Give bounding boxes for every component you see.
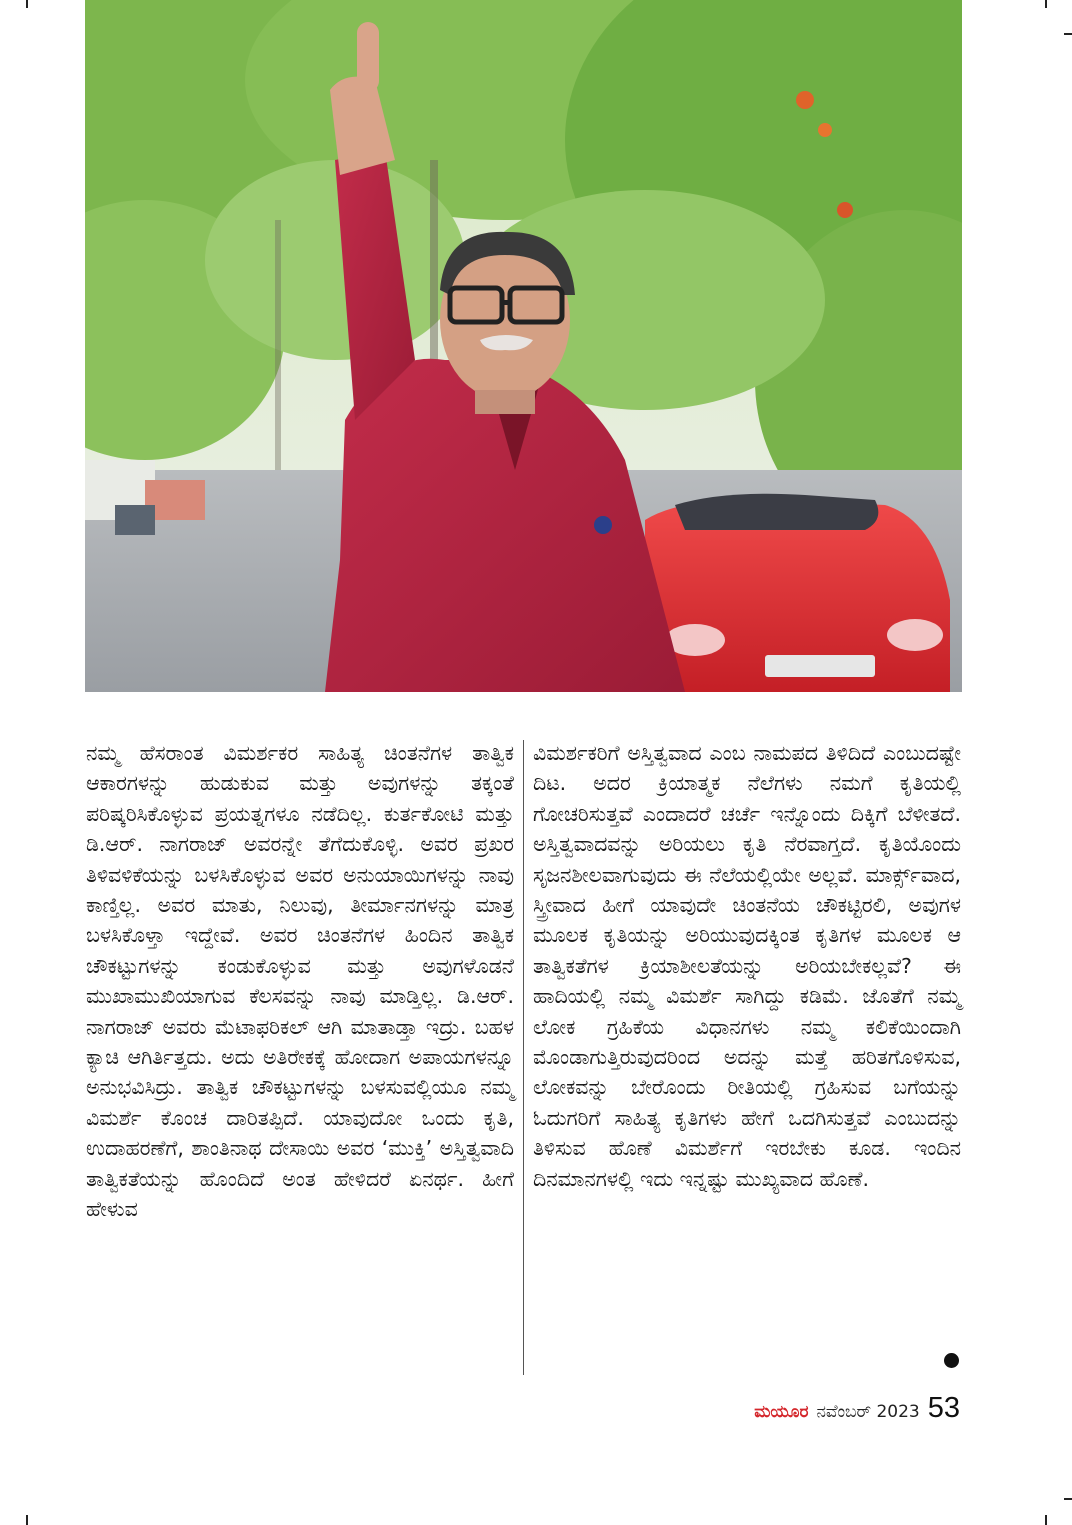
crop-mark-bottom-right [1045, 1515, 1047, 1525]
crop-mark-bottom-left [26, 1515, 28, 1525]
crop-mark-right-upper [1064, 33, 1072, 35]
crop-mark-top-left [26, 0, 28, 8]
crop-mark-top-right [1045, 0, 1047, 8]
photo-illustration [85, 0, 962, 692]
article-column-right: ವಿಮರ್ಶಕರಿಗೆ ಅಸ್ತಿತ್ವವಾದ ಎಂಬ ನಾಮಪದ ತಿಳಿದಿದೆ ಎಂಬುದಷ್ಟೇ ದಿಟ. ಅದರ ಕ್ರಿಯಾತ್ಮಕ ನೆಲೆಗಳು ನಮಗೆ ಕೃತಿಯಲ್ಲಿ ಗೋಚರಿಸುತ್ತವೆ ಎಂದಾದರೆ ಚರ್ಚೆ ಇನ್ನೊಂದು ದಿಕ್ಕಿಗೆ ಬೆಳೀತದೆ. ಅಸ್ತಿತ್ವವಾದವನ್ನು ಅರಿಯಲು ಕೃತಿ ನೆರವಾಗ್ತದೆ. ಕೃತಿಯೊಂದು ಸೃಜನಶೀಲವಾಗುವುದು ಈ ನೆಲೆಯಲ್ಲಿಯೇ ಅಲ್ಲವೆ. ಮಾರ್ಕ್ಸ್‌ವಾದ, ಸ್ತ್ರೀವಾದ ಹೀಗೆ ಯಾವುದೇ ಚಿಂತನೆಯ ಚೌಕಟ್ಟಿರಲಿ, ಅವುಗಳ ಮೂಲಕ ಕೃತಿಯನ್ನು ಅರಿಯುವುದಕ್ಕಿಂತ ಕೃತಿಗಳ ಮೂಲಕ ಆ ತಾತ್ವಿಕತೆಗಳ ಕ್ರಿಯಾಶೀಲತೆಯನ್ನು ಅರಿಯಬೇಕಲ್ಲವೆ? ಈ ಹಾದಿಯಲ್ಲಿ ನಮ್ಮ ವಿಮರ್ಶೆ ಸಾಗಿದ್ದು ಕಡಿಮೆ. ಜೊತೆಗೆ ನಮ್ಮ ಲೋಕ ಗ್ರಹಿಕೆಯ ವಿಧಾನಗಳು ನಮ್ಮ ಕಲಿಕೆಯಿಂದಾಗಿ ಮೊಂಡಾಗುತ್ತಿರುವುದರಿಂದ ಅದನ್ನು ಮತ್ತೆ ಹರಿತಗೊಳಿಸುವ, ಲೋಕವನ್ನು ಬೇರೊಂದು ರೀತಿಯಲ್ಲಿ ಗ್ರಹಿಸುವ ಬಗೆಯನ್ನು ಓದುಗರಿಗೆ ಸಾಹಿತ್ಯ ಕೃತಿಗಳು ಹೇಗೆ ಒದಗಿಸುತ್ತವೆ ಎಂಬುದನ್ನು ತಿಳಿಸುವ ಹೊಣೆ ವಿಮರ್ಶೆಗೆ ಇರಬೇಕು ಕೂಡ. ಇಂದಿನ ದಿನಮಾನಗಳಲ್ಲಿ ಇದು ಇನ್ನಷ್ಟು ಮುಖ್ಯವಾದ ಹೊಣೆ. [533, 741, 961, 1191]
article-column-left: ನಮ್ಮ ಹೆಸರಾಂತ ವಿಮರ್ಶಕರ ಸಾಹಿತ್ಯ ಚಿಂತನೆಗಳ ತಾತ್ವಿಕ ಆಕಾರಗಳನ್ನು ಹುಡುಕುವ ಮತ್ತು ಅವುಗಳನ್ನು ತಕ್ಕಂತೆ ಪರಿಷ್ಕರಿಸಿಕೊಳ್ಳುವ ಪ್ರಯತ್ನಗಳೂ ನಡೆದಿಲ್ಲ. ಕುರ್ತಕೋಟಿ ಮತ್ತು ಡಿ.ಆರ್. ನಾಗರಾಜ್ ಅವರನ್ನೇ ತೆಗೆದುಕೊಳ್ಳಿ. ಅವರ ಪ್ರಖರ ತಿಳಿವಳಿಕೆಯನ್ನು ಬಳಸಿಕೊಳ್ಳುವ ಅವರ ಅನುಯಾಯಿಗಳನ್ನು ನಾವು ಕಾಣ್ತಿಲ್ಲ. ಅವರ ಮಾತು, ನಿಲುವು, ತೀರ್ಮಾನಗಳನ್ನು ಮಾತ್ರ ಬಳಸಿಕೊಳ್ತಾ ಇದ್ದೇವೆ. ಅವರ ಚಿಂತನೆಗಳ ಹಿಂದಿನ ತಾತ್ವಿಕ ಚೌಕಟ್ಟುಗಳನ್ನು ಕಂಡುಕೊಳ್ಳುವ ಮತ್ತು ಅವುಗಳೊಡನೆ ಮುಖಾಮುಖಿಯಾಗುವ ಕೆಲಸವನ್ನು ನಾವು ಮಾಡ್ತಿಲ್ಲ. ಡಿ.ಆರ್. ನಾಗರಾಜ್ ಅವರು ಮೆಟಾಫರಿಕಲ್ ಆಗಿ ಮಾತಾಡ್ತಾ ಇದ್ರು. ಬಹಳ ಕ್ಯಾಚಿ ಆಗಿರ್ತಿತ್ತದು. ಅದು ಅತಿರೇಕಕ್ಕೆ ಹೋದಾಗ ಅಪಾಯಗಳನ್ನೂ ಅನುಭವಿಸಿದ್ರು. ತಾತ್ವಿಕ ಚೌಕಟ್ಟುಗಳನ್ನು ಬಳಸುವಲ್ಲಿಯೂ ನಮ್ಮ ವಿಮರ್ಶೆ ಕೊಂಚ ದಾರಿತಪ್ಪಿದೆ. ಯಾವುದೋ ಒಂದು ಕೃತಿ, ಉದಾಹರಣೆಗೆ, ಶಾಂತಿನಾಥ ದೇಸಾಯಿ ಅವರ ‘ಮುಕ್ತಿ’ ಅಸ್ತಿತ್ವವಾದಿ ತಾತ್ವಿಕತೆಯನ್ನು ಹೊಂದಿದೆ ಅಂತ ಹೇಳಿದರೆ ಏನರ್ಥ. ಹೀಗೆ ಹೇಳುವ [86, 741, 514, 1222]
page-footer [754, 1392, 960, 1425]
issue-date: ನವೆಂಬರ್ 2023 [816, 1402, 920, 1422]
crop-mark-right-lower [1064, 1498, 1072, 1500]
page-number: 53 [927, 1392, 960, 1424]
magazine-logo: ಮಯೂರ [754, 1402, 809, 1422]
column-divider [523, 740, 524, 1375]
article-photo [85, 0, 962, 692]
article-end-bullet [944, 1353, 959, 1368]
